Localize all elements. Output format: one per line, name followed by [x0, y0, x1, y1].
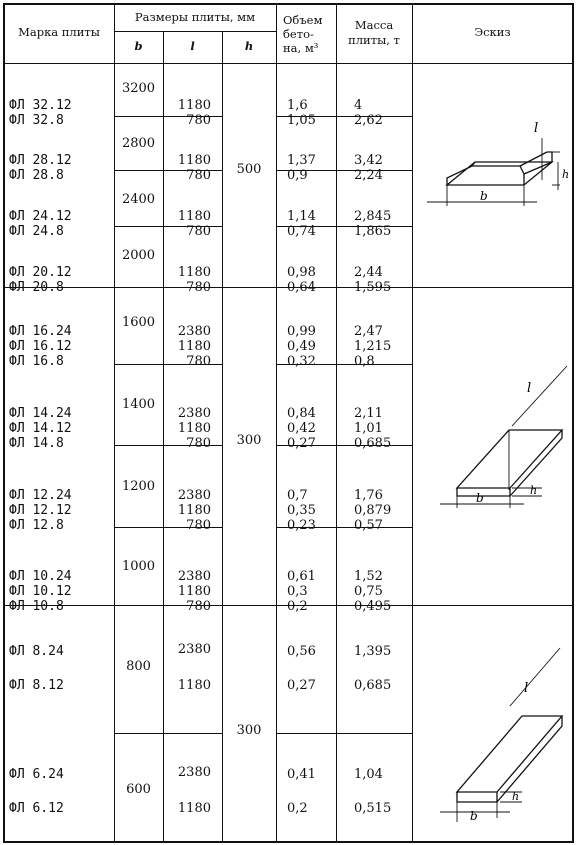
- sketch-label-l: l: [524, 681, 529, 696]
- table-row-marks: ФЛ 12.24 ФЛ 12.12 ФЛ 12.8: [9, 488, 72, 533]
- l-value: 1180: [177, 801, 211, 816]
- h-value: 300: [236, 433, 262, 448]
- mass-values: 3,42 2,24: [354, 153, 383, 183]
- l-value: 2380: [177, 765, 211, 780]
- header-sketch: Эскиз: [474, 25, 511, 39]
- col-divider-mark: [114, 4, 115, 842]
- b-value: 3200: [121, 81, 156, 96]
- mass-values: 2,11 1,01 0,685: [354, 406, 392, 451]
- mass-value: 1,04: [354, 767, 383, 782]
- mass-value: 0,685: [354, 678, 392, 693]
- volume-values: 0,61 0,3 0,2: [287, 569, 316, 614]
- b-value: 1000: [121, 559, 156, 574]
- b-value: 2400: [121, 192, 156, 207]
- mass-values: 2,47 1,215 0,8: [354, 324, 392, 369]
- volume-values: 0,98 0,64: [287, 265, 316, 295]
- mass-value: 0,515: [354, 801, 392, 816]
- b-value: 600: [126, 782, 151, 797]
- volume-values: 1,37 0,9: [287, 153, 316, 183]
- header-mass-1: Масса: [354, 18, 394, 32]
- col-divider-volume: [336, 4, 337, 842]
- sketch-slab-300: [412, 372, 572, 522]
- table-row-marks: ФЛ 28.12 ФЛ 28.8: [9, 153, 72, 183]
- sketch-label-h: h: [562, 168, 570, 181]
- volume-values: 0,7 0,35 0,23: [287, 488, 316, 533]
- table-row-marks: ФЛ 32.12 ФЛ 32.8: [9, 98, 72, 128]
- volume-values: 1,14 0,74: [287, 209, 316, 239]
- sketch-label-b: b: [470, 809, 478, 823]
- col-divider-h: [276, 4, 277, 842]
- table-row-marks: ФЛ 14.24 ФЛ 14.12 ФЛ 14.8: [9, 406, 72, 451]
- volume-values: 0,99 0,49 0,32: [287, 324, 316, 369]
- header-h: h: [244, 39, 254, 53]
- mass-values: 1,52 0,75 0,495: [354, 569, 392, 614]
- table-row-marks: ФЛ 16.24 ФЛ 16.12 ФЛ 16.8: [9, 324, 72, 369]
- volume-value: 0,41: [287, 767, 316, 782]
- table-row-marks: ФЛ 24.12 ФЛ 24.8: [9, 209, 72, 239]
- sketch-label-l: l: [527, 381, 532, 396]
- b-value: 1600: [121, 315, 156, 330]
- sketch-slab-500: [412, 110, 572, 220]
- volume-value: 0,27: [287, 678, 316, 693]
- group-divider: [276, 733, 412, 734]
- l-values: 2380 1180 780: [177, 324, 211, 369]
- volume-value: 0,56: [287, 644, 316, 659]
- sketch-label-b: b: [480, 189, 488, 203]
- table-row-marks: ФЛ 20.12 ФЛ 20.8: [9, 265, 72, 295]
- sketch-label-h: h: [512, 790, 520, 803]
- table-row-mark: ФЛ 6.12: [9, 801, 64, 816]
- mass-values: 2,44 1,595: [354, 265, 392, 295]
- table-row-marks: ФЛ 10.24 ФЛ 10.12 ФЛ 10.8: [9, 569, 72, 614]
- l-values: 2380 1180 780: [177, 406, 211, 451]
- l-value: 1180: [177, 678, 211, 693]
- header-volume-1: Объем: [283, 13, 323, 27]
- sketch-label-l: l: [534, 121, 539, 136]
- b-value: 1200: [121, 479, 156, 494]
- b-value: 2000: [121, 248, 156, 263]
- sketch-slab-300-narrow: [412, 640, 572, 840]
- group-divider: [114, 733, 222, 734]
- table-row-mark: ФЛ 8.24: [9, 644, 64, 659]
- volume-value: 0,2: [287, 801, 308, 816]
- header-volume-2: бето-: [283, 27, 314, 41]
- l-value: 2380: [177, 642, 211, 657]
- header-bottom-line: [4, 63, 573, 64]
- volume-values: 0,84 0,42 0,27: [287, 406, 316, 451]
- header-volume-3: на, м³: [283, 41, 319, 55]
- l-values: 1180 780: [177, 98, 211, 128]
- volume-values: 1,6 1,05: [287, 98, 316, 128]
- header-dims: Размеры плиты, мм: [134, 10, 256, 24]
- table-row-mark: ФЛ 6.24: [9, 767, 64, 782]
- header-dims-underline: [114, 31, 276, 32]
- b-value: 2800: [121, 136, 156, 151]
- l-values: 1180 780: [177, 209, 211, 239]
- h-value: 500: [236, 162, 262, 177]
- mass-values: 1,76 0,879 0,57: [354, 488, 392, 533]
- l-values: 1180 780: [177, 265, 211, 295]
- mass-value: 1,395: [354, 644, 392, 659]
- header-b: b: [134, 39, 143, 53]
- b-value: 800: [126, 659, 151, 674]
- l-values: 2380 1180 780: [177, 569, 211, 614]
- header-l: l: [190, 39, 195, 53]
- b-value: 1400: [121, 397, 156, 412]
- sketch-label-h: h: [530, 484, 538, 497]
- table-row-mark: ФЛ 8.12: [9, 678, 64, 693]
- h-value: 300: [236, 723, 262, 738]
- mass-values: 2,845 1,865: [354, 209, 392, 239]
- sketch-label-b: b: [476, 491, 484, 505]
- header-mass-2: плиты, т: [348, 33, 400, 47]
- l-values: 1180 780: [177, 153, 211, 183]
- l-values: 2380 1180 780: [177, 488, 211, 533]
- header-mark: Марка плиты: [18, 25, 100, 39]
- mass-values: 4 2,62: [354, 98, 383, 128]
